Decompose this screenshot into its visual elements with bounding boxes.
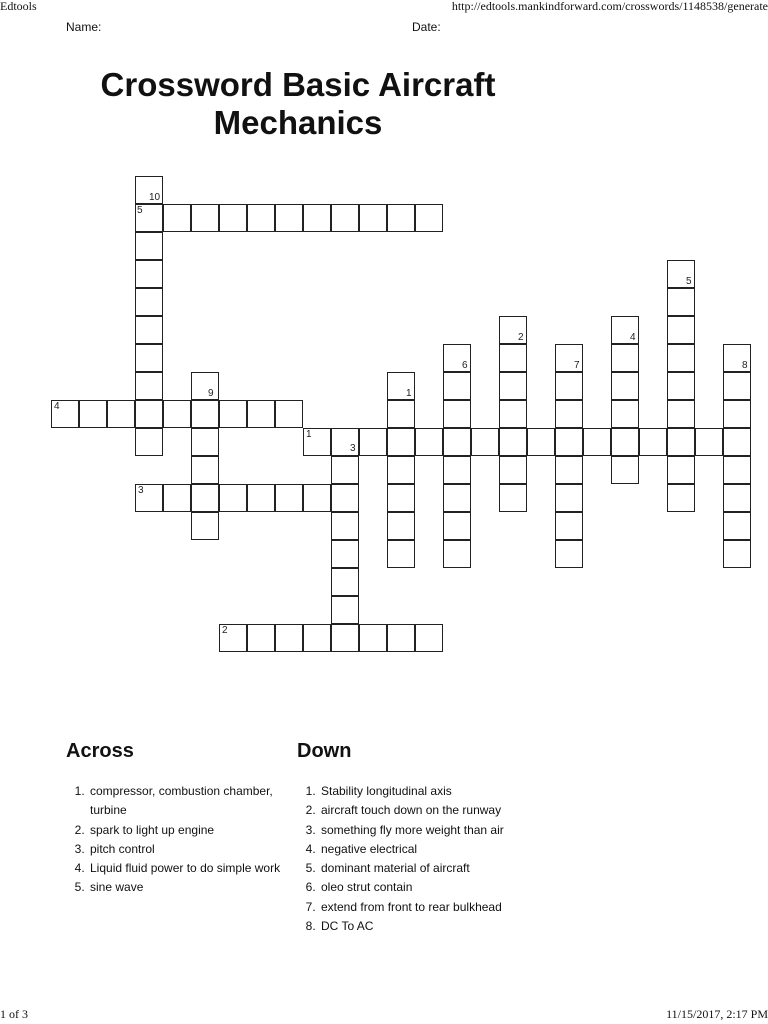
crossword-cell[interactable] <box>611 456 639 484</box>
clue-number-label: 7 <box>574 360 580 371</box>
crossword-cell[interactable] <box>723 400 751 428</box>
page-count: 1 of 3 <box>0 1007 28 1021</box>
down-clue: 5. dominant material of aircraft <box>319 859 529 878</box>
clue-number-label: 1 <box>306 429 312 440</box>
crossword-cell[interactable] <box>667 344 695 372</box>
down-clue: 3. something fly more weight than air <box>319 821 529 840</box>
crossword-cell[interactable] <box>667 316 695 344</box>
crossword-cell[interactable] <box>555 456 583 484</box>
crossword-cell[interactable] <box>135 400 163 428</box>
across-clue: 3. pitch control <box>88 840 298 859</box>
clue-number-label: 2 <box>518 332 524 343</box>
page-url: http://edtools.mankindforward.com/crosswords/1148538/generate <box>451 0 768 13</box>
clue-number-label: 5 <box>137 205 143 216</box>
crossword-cell[interactable] <box>219 204 247 232</box>
crossword-cell[interactable] <box>107 400 135 428</box>
crossword-cell[interactable] <box>191 484 219 512</box>
crossword-cell[interactable] <box>331 568 359 596</box>
crossword-cell[interactable] <box>303 624 331 652</box>
across-clue: 4. Liquid fluid power to do simple work <box>88 859 298 878</box>
crossword-cell[interactable] <box>415 204 443 232</box>
crossword-cell[interactable] <box>723 372 751 400</box>
crossword-cell[interactable] <box>555 512 583 540</box>
crossword-cell[interactable] <box>79 400 107 428</box>
crossword-cell[interactable] <box>667 456 695 484</box>
crossword-cell[interactable] <box>191 428 219 456</box>
down-clue: 8. DC To AC <box>319 917 529 936</box>
clue-number-label: 2 <box>222 625 228 636</box>
crossword-cell[interactable] <box>163 400 191 428</box>
down-heading: Down <box>297 740 352 762</box>
crossword-cell[interactable] <box>331 540 359 568</box>
crossword-cell[interactable] <box>135 232 163 260</box>
crossword-cell[interactable] <box>723 484 751 512</box>
crossword-cell[interactable] <box>387 400 415 428</box>
down-clue-list <box>297 782 529 936</box>
crossword-cell[interactable] <box>387 484 415 512</box>
crossword-cell[interactable] <box>555 372 583 400</box>
name-field-label: Name: <box>66 20 102 34</box>
crossword-cell[interactable] <box>443 428 471 456</box>
crossword-cell[interactable] <box>667 484 695 512</box>
crossword-cell[interactable] <box>191 400 219 428</box>
crossword-cell[interactable] <box>247 400 275 428</box>
crossword-cell[interactable] <box>443 512 471 540</box>
crossword-cell[interactable] <box>415 428 443 456</box>
crossword-cell[interactable] <box>611 428 639 456</box>
crossword-cell[interactable] <box>331 484 359 512</box>
crossword-cell[interactable] <box>275 400 303 428</box>
crossword-cell[interactable] <box>667 372 695 400</box>
across-clue: 2. spark to light up engine <box>88 821 298 840</box>
crossword-cell[interactable] <box>667 400 695 428</box>
crossword-cell[interactable] <box>443 400 471 428</box>
clue-number-label: 5 <box>686 276 692 287</box>
crossword-cell[interactable] <box>135 316 163 344</box>
title-line-1: Crossword Basic Aircraft <box>100 66 496 103</box>
clue-number-label: 6 <box>462 360 468 371</box>
crossword-cell[interactable] <box>191 456 219 484</box>
crossword-cell[interactable] <box>723 540 751 568</box>
across-heading: Across <box>66 740 134 762</box>
crossword-cell[interactable] <box>555 540 583 568</box>
crossword-cell[interactable] <box>331 624 359 652</box>
title-line-2: Mechanics <box>213 104 383 141</box>
print-timestamp: 11/15/2017, 2:17 PM <box>666 1007 768 1021</box>
crossword-cell[interactable] <box>695 428 723 456</box>
crossword-cell[interactable] <box>359 428 387 456</box>
crossword-cell[interactable] <box>415 624 443 652</box>
crossword-cell[interactable] <box>387 204 415 232</box>
crossword-cell[interactable] <box>359 624 387 652</box>
crossword-cell[interactable] <box>331 596 359 624</box>
crossword-cell[interactable] <box>275 624 303 652</box>
down-clue: 4. negative electrical <box>319 840 529 859</box>
crossword-cell[interactable] <box>555 400 583 428</box>
crossword-cell[interactable] <box>247 484 275 512</box>
across-clue-list <box>66 782 298 898</box>
crossword-cell[interactable] <box>583 428 611 456</box>
crossword-cell[interactable] <box>611 344 639 372</box>
crossword-cell[interactable] <box>275 204 303 232</box>
crossword-cell[interactable] <box>219 400 247 428</box>
crossword-cell[interactable] <box>723 512 751 540</box>
crossword-cell[interactable] <box>163 484 191 512</box>
crossword-cell[interactable] <box>387 540 415 568</box>
crossword-cell[interactable] <box>331 456 359 484</box>
crossword-cell[interactable] <box>247 624 275 652</box>
crossword-cell[interactable] <box>191 372 219 400</box>
clue-number-label: 9 <box>208 388 214 399</box>
clue-number-label: 3 <box>138 485 144 496</box>
crossword-cell[interactable] <box>499 484 527 512</box>
crossword-cell[interactable] <box>359 204 387 232</box>
crossword-cell[interactable] <box>499 400 527 428</box>
date-field-label: Date: <box>412 20 441 34</box>
crossword-cell[interactable] <box>443 372 471 400</box>
crossword-cell[interactable] <box>387 624 415 652</box>
clue-number-label: 4 <box>54 401 60 412</box>
crossword-cell[interactable] <box>135 428 163 456</box>
crossword-cell[interactable] <box>471 428 499 456</box>
crossword-cell[interactable] <box>499 456 527 484</box>
crossword-cell[interactable] <box>247 204 275 232</box>
across-clue: 5. sine wave <box>88 878 298 897</box>
crossword-cell[interactable] <box>387 512 415 540</box>
clue-number-label: 3 <box>350 443 356 454</box>
crossword-cell[interactable] <box>443 540 471 568</box>
crossword-cell[interactable] <box>499 372 527 400</box>
crossword-cell[interactable] <box>191 512 219 540</box>
down-clue: 1. Stability longitudinal axis <box>319 782 529 801</box>
crossword-cell[interactable] <box>723 428 751 456</box>
crossword-cell[interactable] <box>611 400 639 428</box>
crossword-cell[interactable] <box>303 484 331 512</box>
crossword-cell[interactable] <box>443 456 471 484</box>
crossword-cell[interactable] <box>219 484 247 512</box>
crossword-cell[interactable] <box>387 428 415 456</box>
crossword-cell[interactable] <box>499 344 527 372</box>
crossword-cell[interactable] <box>667 288 695 316</box>
clue-number-label: 10 <box>149 192 161 203</box>
down-clue: 2. aircraft touch down on the runway <box>319 801 529 820</box>
crossword-cell[interactable] <box>723 456 751 484</box>
crossword-cell[interactable] <box>387 456 415 484</box>
crossword-cell[interactable] <box>135 260 163 288</box>
clue-number-label: 1 <box>406 388 412 399</box>
crossword-cell[interactable] <box>303 204 331 232</box>
crossword-cell[interactable] <box>191 204 219 232</box>
down-clue: 6. oleo strut contain <box>319 878 529 897</box>
down-clue: 7. extend from front to rear bulkhead <box>319 898 529 917</box>
crossword-cell[interactable] <box>163 204 191 232</box>
across-clue: 1. compressor, combustion chamber, turbine <box>88 782 298 821</box>
crossword-cell[interactable] <box>555 428 583 456</box>
crossword-cell[interactable] <box>527 428 555 456</box>
crossword-cell[interactable] <box>667 428 695 456</box>
crossword-cell[interactable] <box>135 344 163 372</box>
clue-number-label: 8 <box>742 360 748 371</box>
crossword-cell[interactable] <box>135 372 163 400</box>
clue-number-label: 4 <box>630 332 636 343</box>
crossword-cell[interactable] <box>639 428 667 456</box>
crossword-cell[interactable] <box>611 372 639 400</box>
crossword-cell[interactable] <box>555 484 583 512</box>
crossword-cell[interactable] <box>135 288 163 316</box>
crossword-cell[interactable] <box>499 428 527 456</box>
crossword-cell[interactable] <box>275 484 303 512</box>
crossword-cell[interactable] <box>331 204 359 232</box>
crossword-cell[interactable] <box>331 512 359 540</box>
crossword-cell[interactable] <box>443 484 471 512</box>
site-name: Edtools <box>0 0 37 13</box>
